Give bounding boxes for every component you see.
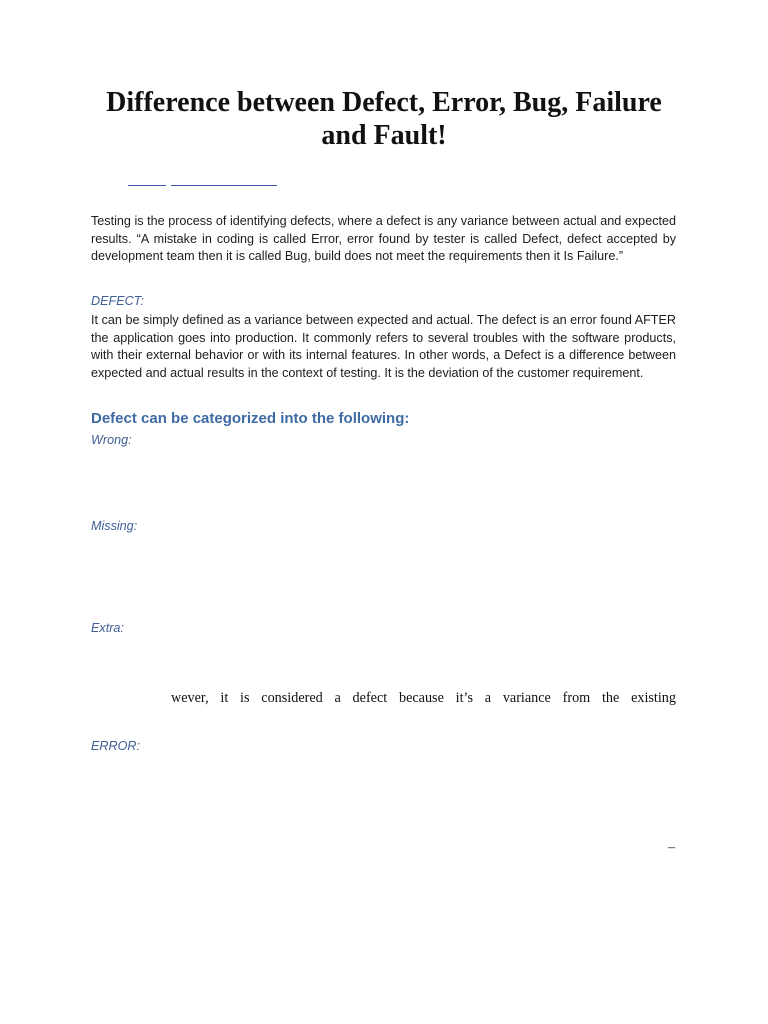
extra-text-fragment: wever, it is considered a defect because it’s a variance from the existing — [171, 690, 676, 706]
defect-label: DEFECT: — [91, 294, 144, 308]
link-underline-long[interactable] — [171, 172, 277, 186]
categories-heading: Defect can be categorized into the following: — [91, 410, 410, 427]
intro-paragraph: Testing is the process of identifying defects, where a defect is any variance between actual and expected results. “A mistake in coding is called Error, error found by tester is called Defect, defect accepted by development team then it is called Bug, build does not meet the requirements then it Is Failure.” — [91, 214, 676, 263]
missing-label: Missing: — [91, 519, 138, 533]
page-title: Difference between Defect, Error, Bug, Failure and Fault! — [106, 87, 662, 151]
extra-label: Extra: — [91, 621, 124, 635]
link-underline-short[interactable] — [128, 172, 166, 186]
defect-paragraph: It can be simply defined as a variance between expected and actual. The defect is an error found AFTER the application goes into production. It commonly refers to several troubles with the software products, with their external behavior or with its internal features. In other words, a Defect is a difference between expected and actual results in the context of testing. It is the deviation of the customer requirement. — [91, 313, 676, 380]
error-label: ERROR: — [91, 739, 140, 753]
trailing-dash: – — [668, 840, 675, 855]
wrong-label: Wrong: — [91, 433, 132, 447]
